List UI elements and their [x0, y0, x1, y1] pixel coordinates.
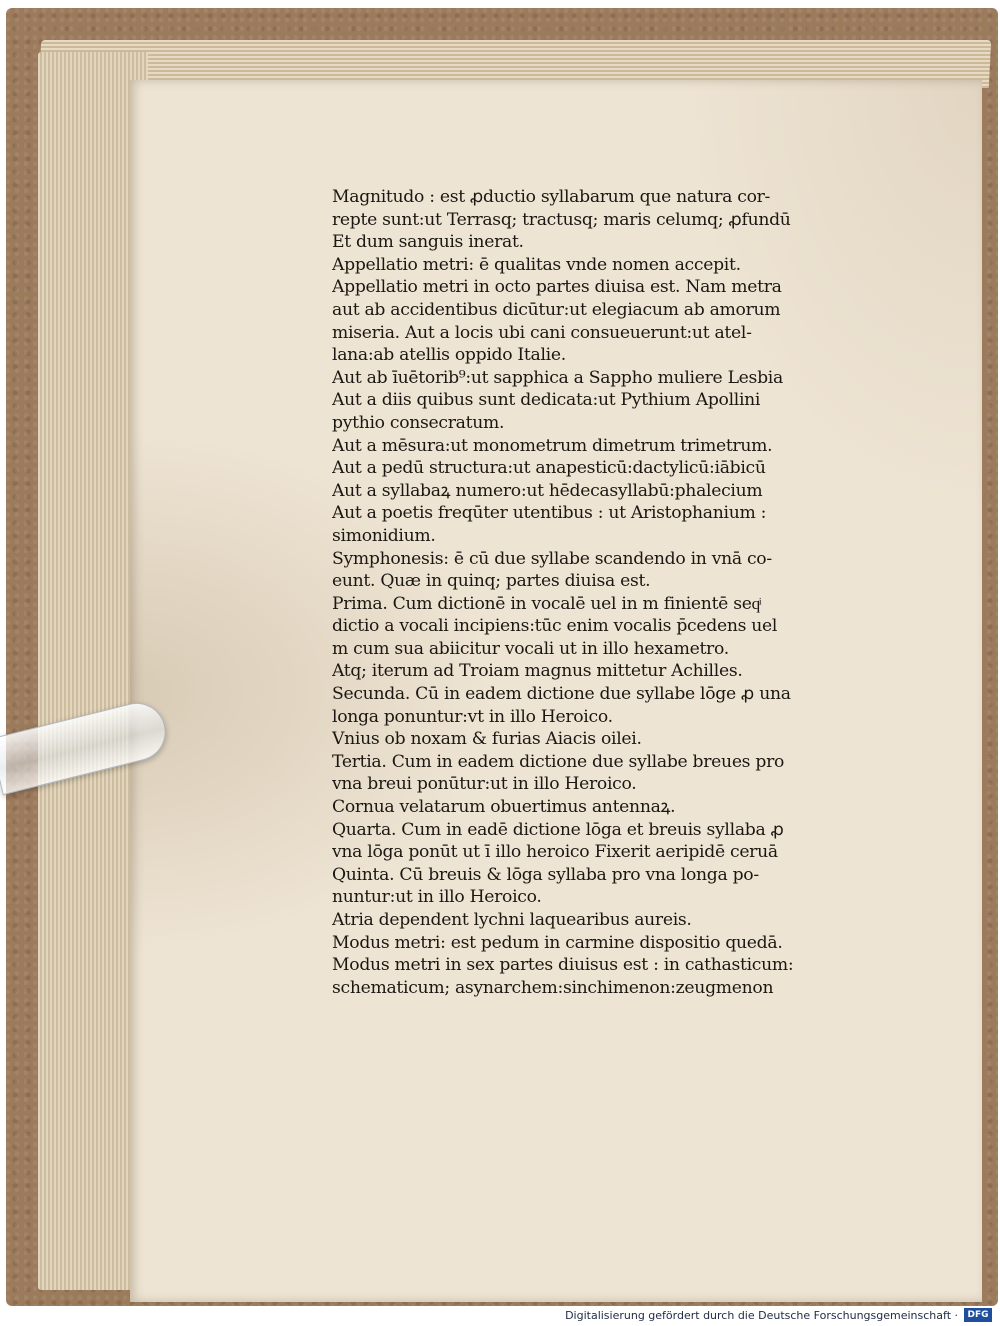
- text-line: vna breui ponūtur:ut in illo Heroico.: [332, 774, 637, 795]
- text-line: Magnitudo : est ꝓductio syllabarum que natura cor-: [332, 187, 771, 207]
- text-line: Prima. Cum dictionē in vocalē uel in m finientē seqͥ: [332, 593, 760, 614]
- text-line: Vnius ob noxam & furias Aiacis oilei.: [332, 729, 642, 750]
- funding-credit: Digitalisierung gefördert durch die Deutsche Forschungsgemeinschaft ·: [565, 1309, 958, 1322]
- text-line: Tertia. Cum in eadem dictione due syllabe breues pro: [332, 751, 785, 772]
- text-line: Aut a poetis freqūter utentibus : ut Aristophanium :: [332, 503, 767, 524]
- text-line: Appellatio metri: ē qualitas vnde nomen accepit.: [332, 254, 741, 275]
- text-line: Atq; iterum ad Troiam magnus mittetur Achilles.: [332, 661, 743, 682]
- text-line: repte sunt:ut Terrasq; tractusq; maris celumq; ꝓfundū: [332, 209, 791, 230]
- text-line: longa ponuntur:vt in illo Heroico.: [332, 706, 613, 727]
- text-line: miseria. Aut a locis ubi cani consueuerunt:ut atel-: [332, 322, 752, 343]
- text-line: pythio consecratum.: [332, 412, 505, 433]
- text-line: Cornua velatarum obuertimus antennaꝝ.: [332, 797, 676, 818]
- dfg-logo-icon: DFG: [964, 1308, 992, 1322]
- text-line: lana:ab atellis oppido Italie.: [332, 345, 566, 366]
- text-line: Modus metri in sex partes diuisus est : in cathasticum:: [332, 955, 794, 976]
- text-line: vna lōga ponūt ut ī illo heroico Fixerit aeripidē ceruā: [332, 842, 778, 863]
- book-page: [130, 80, 982, 1302]
- text-line: schematicum; asynarchem:sinchimenon:zeugmenon: [332, 977, 774, 998]
- text-line: Quarta. Cum in eadē dictione lōga et breuis syllaba ꝓ: [332, 819, 784, 840]
- text-line: m cum sua abiicitur vocali ut in illo hexametro.: [332, 638, 729, 659]
- text-line: aut ab accidentibus dicūtur:ut elegiacum ab amorum: [332, 299, 781, 320]
- text-line: Quinta. Cū breuis & lōga syllaba pro vna longa po-: [332, 864, 759, 885]
- text-line: Secunda. Cū in eadem dictione due syllabe lōge ꝓ una: [332, 684, 791, 705]
- text-line: simonidium.: [332, 525, 436, 546]
- text-line: Atria dependent lychni laquearibus aureis.: [332, 910, 692, 930]
- text-line: Aut a mēsura:ut monometrum dimetrum trimetrum.: [332, 435, 773, 456]
- text-line: nuntur:ut in illo Heroico.: [332, 887, 542, 908]
- text-line: Et dum sanguis inerat.: [332, 232, 524, 253]
- text-line: Appellatio metri in octo partes diuisa est. Nam metra: [332, 277, 782, 298]
- text-line: Aut ab īuētorib⁹:ut sapphica a Sappho muliere Lesbia: [332, 367, 783, 388]
- text-line: Symphonesis: ē cū due syllabe scandendo in vnā co-: [332, 548, 772, 569]
- text-line: eunt. Quæ in quinq; partes diuisa est.: [332, 571, 651, 592]
- text-line: Aut a pedū structura:ut anapesticū:dactylicū:iābicū: [332, 458, 766, 479]
- text-line: Aut a syllabaꝝ numero:ut hēdecasyllabū:phalecium: [332, 480, 763, 501]
- text-line: dictio a vocali incipiens:tūc enim vocalis p̄cedens uel: [332, 616, 778, 637]
- text-line: Aut a diis quibus sunt dedicata:ut Pythium Apollini: [332, 390, 761, 411]
- page-text: [332, 186, 880, 999]
- text-line: Modus metri: est pedum in carmine dispositio quedā.: [332, 932, 783, 953]
